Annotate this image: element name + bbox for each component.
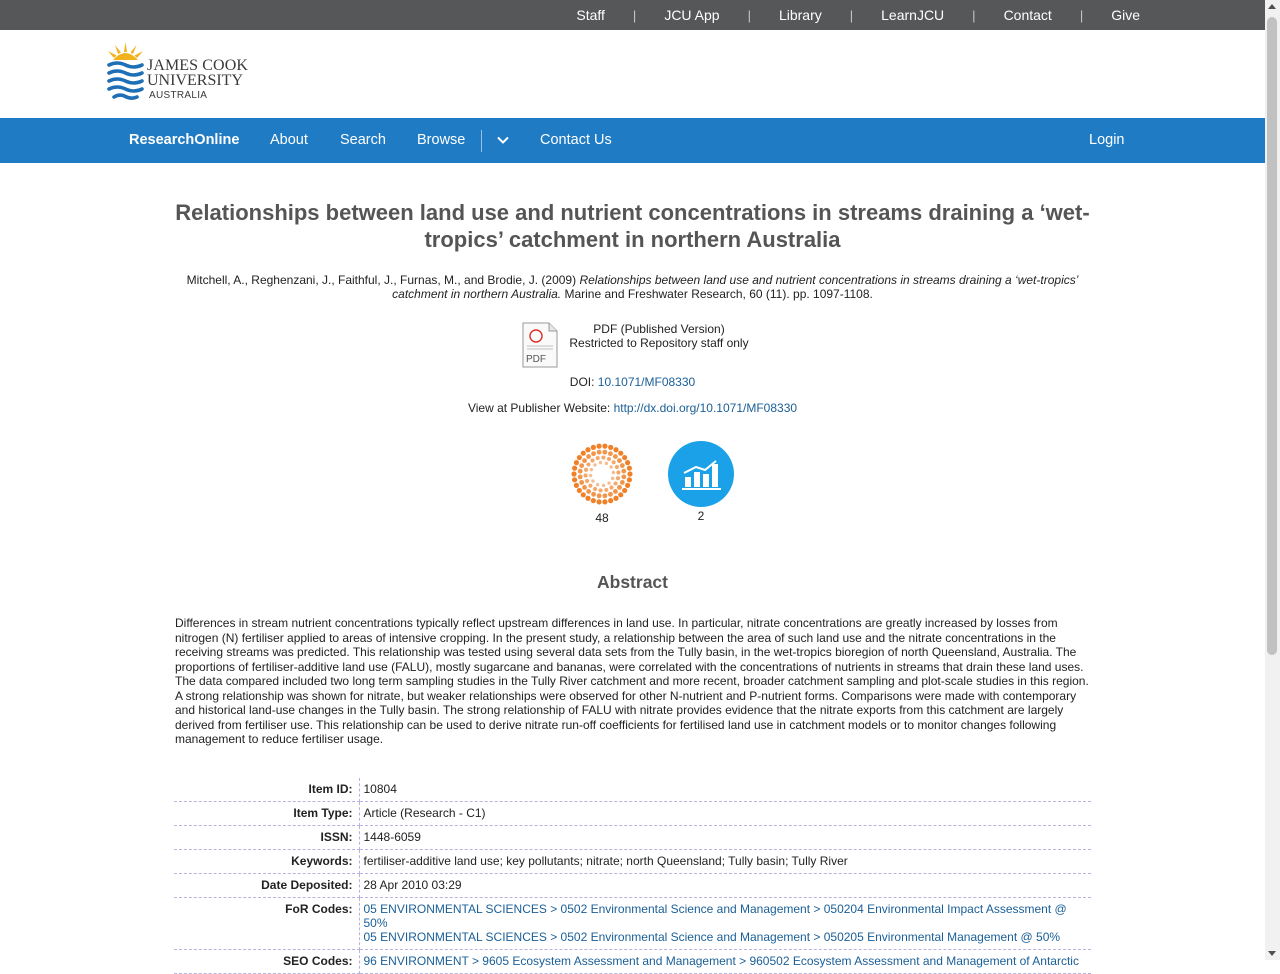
- nav-browse[interactable]: Browse: [417, 132, 466, 148]
- nav-contact-us[interactable]: Contact Us: [540, 132, 612, 148]
- altmetric-dot: [574, 483, 579, 488]
- separator: |: [747, 7, 751, 23]
- altmetric-dot: [596, 483, 599, 486]
- altmetric-dot: [586, 489, 591, 494]
- altmetric-dot: [574, 460, 579, 465]
- altmetric-dot: [590, 468, 593, 471]
- altmetric-dot: [591, 479, 594, 482]
- issn-label: ISSN:: [174, 826, 359, 850]
- altmetric-dot: [581, 492, 586, 497]
- item-metadata: [174, 778, 1091, 974]
- altmetric-dot: [613, 481, 617, 485]
- altmetric-dot: [591, 451, 596, 456]
- item-id-value: 10804: [359, 778, 1091, 802]
- bar-chart-icon: [668, 441, 734, 507]
- table-row: [174, 778, 1091, 802]
- altmetric-dot: [599, 461, 602, 464]
- altmetric-dot: [591, 445, 596, 450]
- altmetric-dot: [581, 451, 586, 456]
- abstract-heading: Abstract: [597, 572, 668, 592]
- altmetric-dot: [611, 477, 614, 480]
- altmetric-dot: [617, 458, 622, 463]
- issn-value: 1448-6059: [359, 826, 1091, 850]
- utility-links: [562, 0, 1265, 30]
- table-row: [174, 850, 1091, 874]
- scroll-thumb[interactable]: [1267, 17, 1277, 655]
- altmetric-dot: [607, 457, 611, 461]
- date-deposited-value: 28 Apr 2010 03:29: [359, 874, 1091, 898]
- pdf-restriction: Restricted to Repository staff only: [569, 336, 749, 350]
- citation: [170, 273, 1095, 301]
- scroll-up-icon[interactable]: [1268, 4, 1276, 9]
- separator: |: [632, 7, 637, 23]
- altmetric-dot: [613, 489, 618, 494]
- altmetric-dot: [596, 499, 601, 504]
- altmetric-dot: [621, 469, 626, 474]
- altmetric-dot: [621, 474, 626, 479]
- pdf-file-icon[interactable]: [521, 322, 559, 368]
- altmetric-dot: [612, 460, 616, 464]
- altmetric-dot: [591, 498, 596, 503]
- altmetric-dot: [627, 477, 632, 482]
- nav-divider: [481, 130, 482, 152]
- altmetric-dot: [584, 468, 588, 472]
- altmetric-dot: [602, 499, 607, 504]
- altmetric-dot: [586, 462, 590, 466]
- keywords-value: fertiliser-additive land use; key pollutants; nitrate; north Queensland; Tully basin; Tully River: [359, 850, 1091, 874]
- pdf-info: [569, 322, 749, 350]
- stats-badge-circle: [668, 441, 734, 507]
- altmetric-dot: [618, 492, 623, 497]
- altmetric-dot: [608, 492, 613, 497]
- altmetric-dot: [597, 450, 602, 455]
- altmetric-dot: [593, 463, 596, 466]
- altmetric-dot: [577, 488, 582, 493]
- altmetric-dot: [586, 454, 591, 459]
- altmetric-dot: [605, 462, 608, 465]
- doi-label: DOI:: [569, 375, 595, 389]
- altmetric-dot: [616, 476, 620, 480]
- altmetric-dots-icon: [570, 444, 634, 506]
- altmetric-dot: [602, 450, 607, 455]
- altmetric-dot: [620, 463, 625, 468]
- nav-researchonline[interactable]: ResearchOnline: [129, 132, 240, 148]
- separator: |: [972, 7, 976, 23]
- citation-title: Relationships between land use and nutrient concentrations in streams draining a ‘wet-tropics’ catchment in northern Australia.: [392, 273, 1079, 301]
- altmetric-dot: [572, 477, 577, 482]
- altmetric-dot: [582, 458, 587, 463]
- altmetric-dot: [613, 447, 618, 452]
- altmetric-dot: [582, 485, 587, 490]
- altmetric-dot: [625, 460, 630, 465]
- altmetric-dot: [583, 473, 587, 477]
- altmetric-dot: [622, 455, 627, 460]
- table-row: [174, 802, 1091, 826]
- altmetric-dot: [620, 480, 625, 485]
- learnjcu-link[interactable]: LearnJCU: [881, 7, 945, 23]
- altmetric-dot: [591, 492, 596, 497]
- altmetric-dot: [596, 456, 600, 460]
- altmetric-dot: [571, 471, 576, 476]
- views-count: 2: [697, 509, 705, 523]
- altmetric-dot: [617, 485, 622, 490]
- citation-authors: Mitchell, A., Reghenzani, J., Faithful, J., Furnas, M., and Brodie, J. (2009): [186, 273, 577, 287]
- date-deposited-label: Date Deposited:: [174, 874, 359, 898]
- seo-codes-label: SEO Codes:: [174, 950, 359, 974]
- citation-source: Marine and Freshwater Research, 60 (11). pp. 1097-1108.: [564, 287, 873, 301]
- contact-link[interactable]: Contact: [1003, 7, 1052, 23]
- altmetric-dot: [598, 488, 602, 492]
- jcu-app-link[interactable]: JCU App: [664, 7, 720, 23]
- altmetric-dot: [613, 454, 618, 459]
- pdf-download: [521, 322, 761, 370]
- altmetric-dot: [579, 463, 584, 468]
- seo-codes-value: [359, 950, 1091, 974]
- nav-search[interactable]: Search: [340, 132, 386, 148]
- altmetric-dot: [578, 469, 583, 474]
- altmetric-dot: [616, 470, 620, 474]
- table-row: [174, 898, 1091, 950]
- scroll-down-icon[interactable]: [1268, 951, 1276, 956]
- site-header: [0, 30, 1265, 118]
- publisher-label: View at Publisher Website:: [467, 401, 611, 415]
- seo-code-link[interactable]: 96 ENVIRONMENT > 9605 Ecosystem Assessment and Management > 960502 Ecosystem Assessment and Management of Antarctic: [363, 954, 1079, 968]
- utility-bar: [0, 0, 1265, 30]
- altmetric-dot: [585, 496, 590, 501]
- nav-about[interactable]: About: [270, 132, 308, 148]
- altmetric-dot: [607, 481, 610, 484]
- for-code-link[interactable]: 05 ENVIRONMENTAL SCIENCES > 0502 Environmental Science and Management > 050205 Environmental Management @ 50%: [363, 930, 1061, 944]
- altmetric-dot: [589, 474, 592, 477]
- library-link[interactable]: Library: [778, 7, 822, 23]
- logo-line-1: JAMES COOK: [147, 57, 249, 74]
- altmetric-dot: [585, 447, 590, 452]
- altmetric-dot: [593, 487, 597, 491]
- pdf-icon-label: PDF: [526, 354, 546, 365]
- table-row: [174, 874, 1091, 898]
- altmetric-dot: [602, 484, 605, 487]
- table-row: [174, 826, 1091, 850]
- altmetric-dot: [578, 474, 583, 479]
- altmetric-dot: [608, 451, 613, 456]
- altmetric-dot: [609, 485, 613, 489]
- staff-link[interactable]: Staff: [576, 7, 605, 23]
- altmetric-dot: [608, 498, 613, 503]
- altmetric-dot: [601, 455, 605, 459]
- item-id-label: Item ID:: [174, 778, 359, 802]
- item-type-value: Article (Research - C1): [359, 802, 1091, 826]
- logo-line-2: UNIVERSITY: [147, 72, 243, 89]
- altmetric-dot: [613, 496, 618, 501]
- article-title: Relationships between land use and nutrient concentrations in streams draining a ‘wet-tropics’ catchment in northern Australia: [175, 200, 1090, 252]
- abstract-text: Differences in stream nutrient concentrations typically reflect upstream differences in land use. In particular, nitrate concentrations are greatly increased by losses from nitrogen (N) fertiliser applied to areas of intensive cropping. In the present study, a relationship between the area of such land use and the nitrate concentrations in the receiving streams was predicted. This relationship was tested using several data sets from the Tully basin, in the wet-tropics bioregion of north Queensland, Australia. The proportions of fertiliser-additive land use (FALU), mostly sugarcane and bananas, were correlated with the concentrations of nutrients in streams that drain these land uses. The data compared included two long term sampling studies in the Tully River catchment and more recent, broader catchment sampling and plot-scale studies in this region. A strong relationship was shown for nitrate, but weaker relationships were observed for other N-nutrient and P-nutrient forms. Comparisons were made with contemporary and historical land-use changes in the Tully basin. The strong relationship of FALU with nitrate provides evidence that the nitrate exports from this catchment are largely derived from fertiliser use. This relationship can be used to derive nitrate run-off coefficients for fertilised land use in catchment models or to monitor changes following management to reduce fertiliser usage.: [175, 616, 1089, 746]
- stats-badge[interactable]: [668, 441, 734, 523]
- separator: |: [1079, 7, 1084, 23]
- altmetric-dot: [602, 444, 607, 449]
- main-nav: [0, 118, 1265, 163]
- altmetric-dot: [615, 465, 619, 469]
- doi-link[interactable]: 10.1071/MF08330: [597, 375, 696, 389]
- altmetric-dot: [588, 484, 592, 488]
- nav-login[interactable]: Login: [1089, 132, 1125, 148]
- give-link[interactable]: Give: [1111, 7, 1140, 23]
- chevron-down-icon[interactable]: [496, 133, 510, 147]
- for-code-link[interactable]: 05 ENVIRONMENTAL SCIENCES > 0502 Environmental Science and Management > 050204 Environmental Impact Assessment @ 50%: [363, 902, 1067, 930]
- altmetric-dot: [602, 493, 607, 498]
- altmetric-dot: [612, 471, 615, 474]
- item-type-label: Item Type:: [174, 802, 359, 826]
- altmetric-dot: [618, 451, 623, 456]
- logo-wordmark: [147, 58, 248, 101]
- page-scrollbar[interactable]: [1265, 0, 1280, 960]
- altmetric-dot: [608, 445, 613, 450]
- citation-count: 48: [595, 511, 609, 525]
- altmetric-dot: [625, 483, 630, 488]
- publisher-link[interactable]: http://dx.doi.org/10.1071/MF08330: [613, 401, 798, 415]
- altmetric-dot: [585, 479, 589, 483]
- for-codes-label: FoR Codes:: [174, 898, 359, 950]
- altmetric-dot: [604, 488, 608, 492]
- altmetric-dot: [627, 471, 632, 476]
- altmetric-dot: [572, 466, 577, 471]
- altmetric-dot: [577, 455, 582, 460]
- altmetric-badge[interactable]: [570, 444, 634, 525]
- altmetric-dot: [597, 493, 602, 498]
- jcu-logo[interactable]: [106, 40, 256, 102]
- altmetric-dot: [579, 480, 584, 485]
- altmetric-dot: [590, 458, 594, 462]
- publisher-row: [170, 401, 1095, 415]
- altmetric-dot: [627, 466, 632, 471]
- jcu-sun-waves-logo-icon: [106, 40, 146, 102]
- altmetric-dot: [596, 444, 601, 449]
- pdf-version: PDF (Published Version): [593, 322, 725, 336]
- table-row: [174, 950, 1091, 974]
- altmetric-dot: [609, 465, 612, 468]
- separator: |: [849, 7, 854, 23]
- doi-row: [170, 375, 1095, 389]
- altmetric-dot: [622, 488, 627, 493]
- keywords-label: Keywords:: [174, 850, 359, 874]
- logo-line-3: AUSTRALIA: [149, 90, 208, 101]
- for-codes-value: [359, 898, 1091, 950]
